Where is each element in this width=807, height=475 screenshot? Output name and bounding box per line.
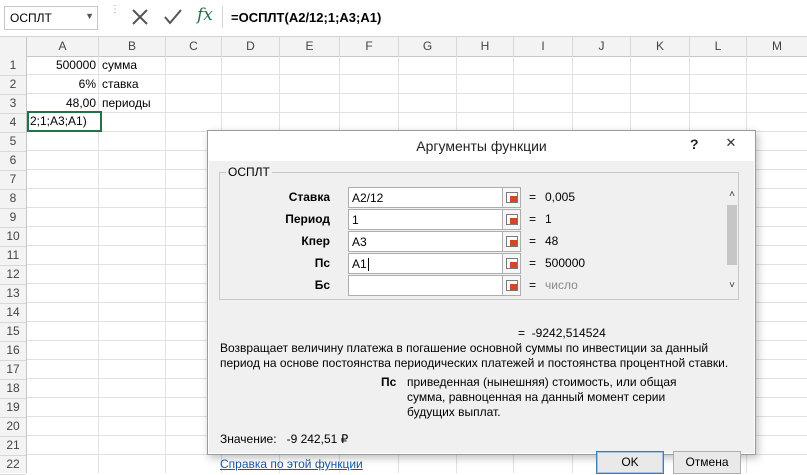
column-header[interactable]: K bbox=[631, 37, 690, 56]
ok-button[interactable]: OK bbox=[596, 451, 664, 474]
arg-input-pv-value: A1 bbox=[352, 257, 367, 271]
arg-label-nper: Кпер bbox=[301, 234, 330, 248]
row-header[interactable]: 14 bbox=[0, 303, 26, 323]
collapse-dialog-icon[interactable] bbox=[502, 231, 521, 252]
scroll-thumb[interactable] bbox=[727, 205, 737, 265]
cell-a1[interactable]: 500000 bbox=[55, 58, 96, 72]
equals-sign: = bbox=[518, 326, 526, 340]
arg-input-nper[interactable] bbox=[348, 231, 503, 252]
row-header[interactable]: 3 bbox=[0, 94, 26, 114]
column-header[interactable]: L bbox=[690, 37, 747, 56]
row-header[interactable]: 5 bbox=[0, 132, 26, 152]
column-header[interactable]: H bbox=[457, 37, 514, 56]
insert-function-icon[interactable]: fx bbox=[197, 5, 213, 25]
column-header[interactable]: C bbox=[166, 37, 222, 56]
row-header[interactable]: 8 bbox=[0, 189, 26, 209]
row-header[interactable]: 16 bbox=[0, 341, 26, 361]
arg-label-fv: Бс bbox=[314, 278, 330, 292]
collapse-dialog-icon[interactable] bbox=[502, 187, 521, 208]
equals-sign: = bbox=[529, 278, 537, 292]
arg-value-rate: 0,005 bbox=[545, 190, 576, 204]
row-headers bbox=[0, 56, 27, 473]
arg-label-pv: Пс bbox=[314, 256, 330, 270]
text-caret bbox=[368, 258, 369, 271]
cell-b1[interactable]: сумма bbox=[102, 58, 138, 72]
arguments-scrollbar[interactable] bbox=[725, 188, 739, 293]
row-header[interactable]: 12 bbox=[0, 265, 26, 285]
cell-a4: 2;1;A3;A1) bbox=[30, 114, 87, 128]
arg-input-pv[interactable] bbox=[348, 253, 503, 274]
cell-b2[interactable]: ставка bbox=[102, 77, 139, 91]
value-row bbox=[220, 432, 348, 446]
arg-input-period-value: 1 bbox=[352, 213, 359, 227]
row-header[interactable]: 15 bbox=[0, 322, 26, 342]
column-header[interactable]: J bbox=[573, 37, 631, 56]
column-header[interactable]: M bbox=[747, 37, 807, 56]
cell-a2[interactable]: 6% bbox=[78, 77, 96, 91]
dialog-title: Аргументы функции bbox=[416, 138, 547, 154]
collapse-dialog-icon[interactable] bbox=[502, 275, 521, 296]
arg-value-fv: число bbox=[545, 278, 578, 292]
enter-check-icon[interactable] bbox=[163, 7, 183, 27]
group-label: ОСПЛТ bbox=[228, 165, 270, 179]
collapse-dialog-icon[interactable] bbox=[502, 209, 521, 230]
dialog-body bbox=[209, 161, 754, 471]
row-header[interactable]: 20 bbox=[0, 417, 26, 437]
close-icon[interactable]: ✕ bbox=[725, 135, 737, 150]
arg-label-rate: Ставка bbox=[288, 190, 330, 204]
active-cell-a4[interactable] bbox=[27, 111, 102, 132]
select-all-corner[interactable] bbox=[0, 37, 27, 56]
column-header[interactable]: I bbox=[514, 37, 573, 56]
value-label: Значение: bbox=[220, 432, 277, 446]
formula-result bbox=[518, 326, 606, 340]
cell-b3[interactable]: периоды bbox=[102, 96, 151, 110]
name-box-value: ОСПЛТ bbox=[10, 11, 52, 25]
column-header[interactable]: B bbox=[99, 37, 166, 56]
row-header[interactable]: 2 bbox=[0, 75, 26, 95]
column-header[interactable]: E bbox=[280, 37, 340, 56]
row-header[interactable]: 11 bbox=[0, 246, 26, 266]
column-headers bbox=[0, 37, 807, 57]
row-header[interactable]: 22 bbox=[0, 455, 26, 475]
arg-input-rate-value: A2/12 bbox=[352, 191, 384, 205]
row-header[interactable]: 13 bbox=[0, 284, 26, 304]
cell-a3[interactable]: 48,00 bbox=[65, 96, 96, 110]
arg-input-fv[interactable] bbox=[348, 275, 503, 296]
grip-icon: ⋮ bbox=[110, 4, 121, 15]
param-description: приведенная (нынешняя) стоимость, или общая сумма, равноценная на данный момент серии будущих выплат. bbox=[407, 375, 677, 419]
row-header[interactable]: 21 bbox=[0, 436, 26, 456]
equals-sign: = bbox=[529, 256, 537, 270]
help-link[interactable]: Справка по этой функции bbox=[220, 457, 363, 471]
result-value: -9242,514524 bbox=[531, 326, 606, 340]
row-header[interactable]: 4 bbox=[0, 113, 26, 133]
column-header[interactable]: D bbox=[222, 37, 280, 56]
function-arguments-dialog bbox=[207, 130, 756, 471]
value-amount: -9 242,51 ₽ bbox=[286, 432, 349, 446]
equals-sign: = bbox=[529, 212, 537, 226]
row-header[interactable]: 19 bbox=[0, 398, 26, 418]
formula-input[interactable] bbox=[222, 6, 803, 28]
help-icon[interactable]: ? bbox=[690, 136, 699, 152]
scroll-down-icon[interactable]: ˅ bbox=[729, 280, 735, 291]
formula-text: =ОСПЛТ(A2/12;1;A3;A1) bbox=[231, 10, 382, 25]
row-header[interactable]: 9 bbox=[0, 208, 26, 228]
equals-sign: = bbox=[529, 234, 537, 248]
arg-value-period: 1 bbox=[545, 212, 552, 226]
param-name: Пс bbox=[381, 375, 397, 389]
arguments-group bbox=[219, 165, 739, 300]
row-header[interactable]: 17 bbox=[0, 360, 26, 380]
function-description: Возвращает величину платежа в погашение основной суммы по инвестиции за данный период на основе постоянства периодических платежей и постоянства процентной ставки. bbox=[220, 341, 729, 370]
arg-value-nper: 48 bbox=[545, 234, 559, 248]
formula-bar bbox=[0, 0, 807, 37]
arg-input-rate[interactable] bbox=[348, 187, 503, 208]
collapse-dialog-icon[interactable] bbox=[502, 253, 521, 274]
arg-value-pv: 500000 bbox=[545, 256, 586, 270]
row-header[interactable]: 7 bbox=[0, 170, 26, 190]
row-header[interactable]: 18 bbox=[0, 379, 26, 399]
column-header[interactable]: F bbox=[340, 37, 399, 56]
column-header[interactable]: A bbox=[27, 37, 99, 56]
scroll-up-icon[interactable]: ˄ bbox=[729, 189, 735, 200]
equals-sign: = bbox=[529, 190, 537, 204]
cancel-button[interactable]: Отмена bbox=[673, 451, 741, 474]
row-header[interactable]: 6 bbox=[0, 151, 26, 171]
dialog-title-bar[interactable] bbox=[208, 131, 755, 161]
name-box-dropdown-icon[interactable]: ▼ bbox=[85, 11, 94, 21]
arg-label-period: Период bbox=[285, 212, 330, 226]
arg-input-period[interactable] bbox=[348, 209, 503, 230]
name-box[interactable] bbox=[4, 6, 98, 30]
cancel-icon[interactable] bbox=[130, 7, 150, 27]
column-header[interactable]: G bbox=[399, 37, 457, 56]
row-header[interactable]: 10 bbox=[0, 227, 26, 247]
row-header[interactable]: 1 bbox=[0, 56, 26, 76]
arg-input-nper-value: A3 bbox=[352, 235, 367, 249]
